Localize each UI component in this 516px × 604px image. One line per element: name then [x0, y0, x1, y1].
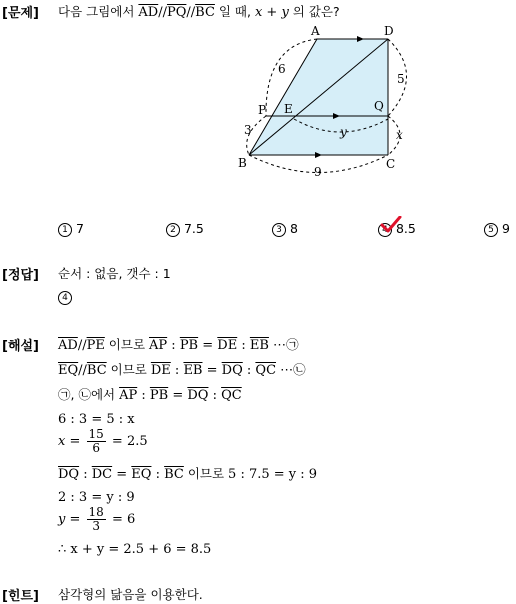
length-ap: 6 [278, 62, 286, 76]
geometry-figure [225, 20, 425, 180]
choice-2-number: 2 [166, 223, 180, 237]
answer-tag: [정답] [2, 268, 39, 283]
solution-line-2: $\overline{EQ}//\overline{BC}$ 이므로 $\overline{DE}$ : $\overline{EB} = \overline{DQ}$ : $\overline{QC}$ ⋯㉡ [58, 362, 306, 378]
problem-suffix: 의 값은? [288, 4, 340, 19]
choice-3[interactable] [272, 221, 298, 237]
problem-tag: [문제] [2, 6, 39, 21]
choice-3-value: 8 [289, 221, 298, 236]
label-c: C [386, 157, 396, 171]
solution-line-6: $\overline{DQ}$ : $\overline{DC} = \overline{EQ}$ : $\overline{BC}$ 이므로 5 : 7.5 = y : 9 [58, 466, 318, 482]
label-a: A [311, 24, 320, 38]
parallel-sign-1: // [158, 5, 167, 20]
solution-line-9: ∴ x + y = 2.5 + 6 = 8.5 [58, 542, 212, 557]
segment-bc: $\overline{BC}$ [195, 5, 215, 20]
label-q: Q [374, 99, 384, 113]
choice-1-number: 1 [58, 223, 72, 237]
choice-5-value: 9 [501, 221, 510, 236]
choice-2[interactable] [166, 221, 204, 237]
length-pb: 3 [244, 123, 252, 137]
choice-5[interactable] [484, 221, 510, 237]
length-y: y [340, 125, 347, 139]
choice-2-value: 7.5 [183, 221, 204, 236]
label-b: B [238, 156, 247, 170]
choice-1[interactable] [58, 221, 84, 237]
solution-tag: [해설] [2, 339, 39, 354]
choice-1-value: 7 [75, 221, 84, 236]
solution-line-3: ㉠, ㉡에서 $\overline{AP}$ : $\overline{PB} = \overline{DQ}$ : $\overline{QC}$ [58, 387, 242, 403]
answer-number [58, 290, 72, 305]
length-dq: 5 [397, 72, 405, 86]
parallel-sign-2: // [186, 5, 196, 20]
choice-3-number: 3 [272, 223, 286, 237]
solution-line-7: 2 : 3 = y : 9 [58, 490, 135, 505]
problem-text [58, 2, 340, 20]
solution-line-1: $\overline{AD}//\overline{PE}$ 이므로 $\overline{AP}$ : $\overline{PB} = \overline{DE}$ : $\overline{EB}$ ⋯㉠ [58, 337, 299, 353]
choice-4-value: 8.5 [395, 221, 416, 236]
problem-expression: x + y [254, 5, 289, 20]
label-e: E [284, 102, 293, 116]
checkmark-icon [380, 216, 402, 234]
choice-4-number: 4 [378, 223, 392, 237]
segment-ad: $\overline{AD}$ [138, 5, 159, 20]
solution-line-5: x = $\frac{15}{6}$ = 2.5 [58, 427, 148, 456]
label-p: P [258, 103, 267, 117]
solution-line-4: 6 : 3 = 5 : x [58, 412, 135, 427]
answer-line: 순서 : 없음, 갯수 : 1 [58, 266, 171, 281]
hint-tag: [힌트] [2, 589, 39, 604]
segment-pq: $\overline{PQ}$ [166, 5, 187, 20]
problem-mid: 일 때, [214, 4, 255, 19]
label-d: D [384, 24, 394, 38]
solution-line-8: y = $\frac{18}{3}$ = 6 [58, 505, 136, 534]
answer-circle: 4 [58, 291, 72, 305]
choice-5-number: 5 [484, 223, 498, 237]
length-x: x [396, 128, 403, 142]
length-bc: 9 [314, 165, 322, 179]
problem-prefix: 다음 그림에서 [58, 4, 139, 19]
hint-text: 삼각형의 닮음을 이용한다. [58, 587, 203, 602]
